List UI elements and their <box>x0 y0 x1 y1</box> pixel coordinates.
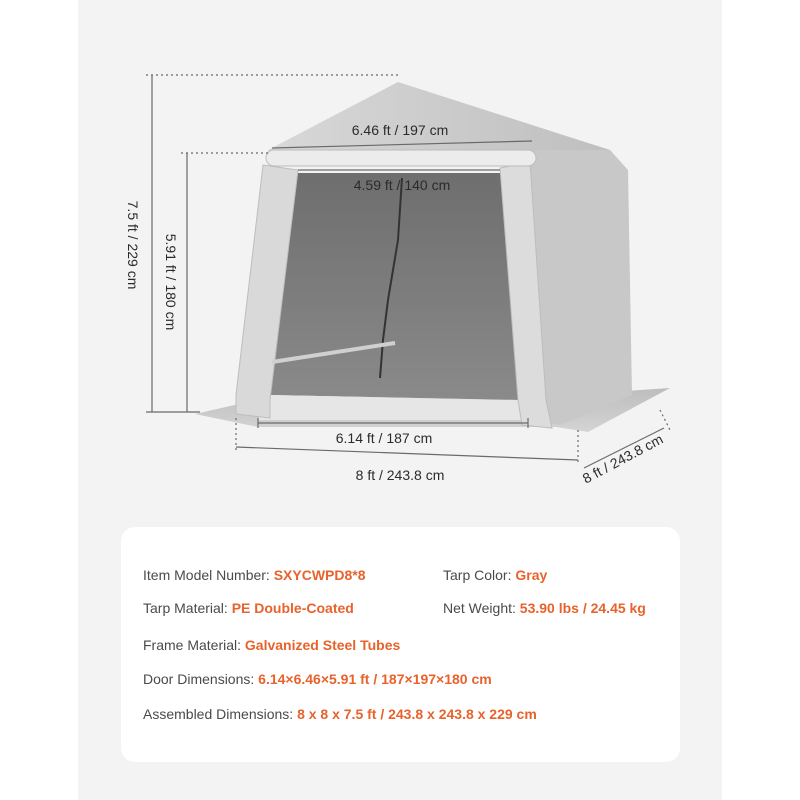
spec-tarp-color <box>443 567 547 583</box>
spec-frame-material <box>143 637 400 653</box>
door-top-width-label: 4.59 ft / 140 cm <box>353 177 451 193</box>
spec-tarp-color-value: Gray <box>515 567 548 583</box>
spec-tarp-material-label: Tarp Material: <box>143 600 232 616</box>
door-bottom-width-label: 6.14 ft / 187 cm <box>335 430 433 446</box>
spec-tarp-material-value: PE Double-Coated <box>231 600 354 616</box>
spec-model-label: Item Model Number: <box>143 567 274 583</box>
spec-net-weight-value: 53.90 lbs / 24.45 kg <box>519 600 646 616</box>
spec-door-dimensions <box>143 671 492 687</box>
spec-net-weight-label: Net Weight: <box>443 600 520 616</box>
spec-tarp-color-label: Tarp Color: <box>443 567 516 583</box>
depth-label: 8 ft / 243.8 cm <box>579 430 666 487</box>
spec-model-value: SXYCWPD8*8 <box>273 567 366 583</box>
spec-tarp-material <box>143 600 354 616</box>
spec-frame-material-label: Frame Material: <box>143 637 245 653</box>
roll-up-bar <box>266 150 536 166</box>
specs-card <box>121 527 680 762</box>
spec-assembled-dimensions <box>143 706 537 722</box>
spec-door-dimensions-value: 6.14×6.46×5.91 ft / 187×197×180 cm <box>258 671 492 687</box>
ridge-width-label: 6.46 ft / 197 cm <box>351 122 449 138</box>
spec-assembled-dimensions-value: 8 x 8 x 7.5 ft / 243.8 x 243.8 x 229 cm <box>297 706 537 722</box>
total-height-label: 7.5 ft / 229 cm <box>125 200 141 290</box>
spec-model <box>143 567 366 583</box>
front-width-label: 8 ft / 243.8 cm <box>355 467 445 483</box>
spec-frame-material-value: Galvanized Steel Tubes <box>244 637 401 653</box>
tent-interior <box>270 173 518 400</box>
spec-assembled-dimensions-label: Assembled Dimensions: <box>143 706 298 722</box>
spec-door-dimensions-label: Door Dimensions: <box>143 671 259 687</box>
spec-net-weight <box>443 600 646 616</box>
door-height-label: 5.91 ft / 180 cm <box>163 233 179 331</box>
